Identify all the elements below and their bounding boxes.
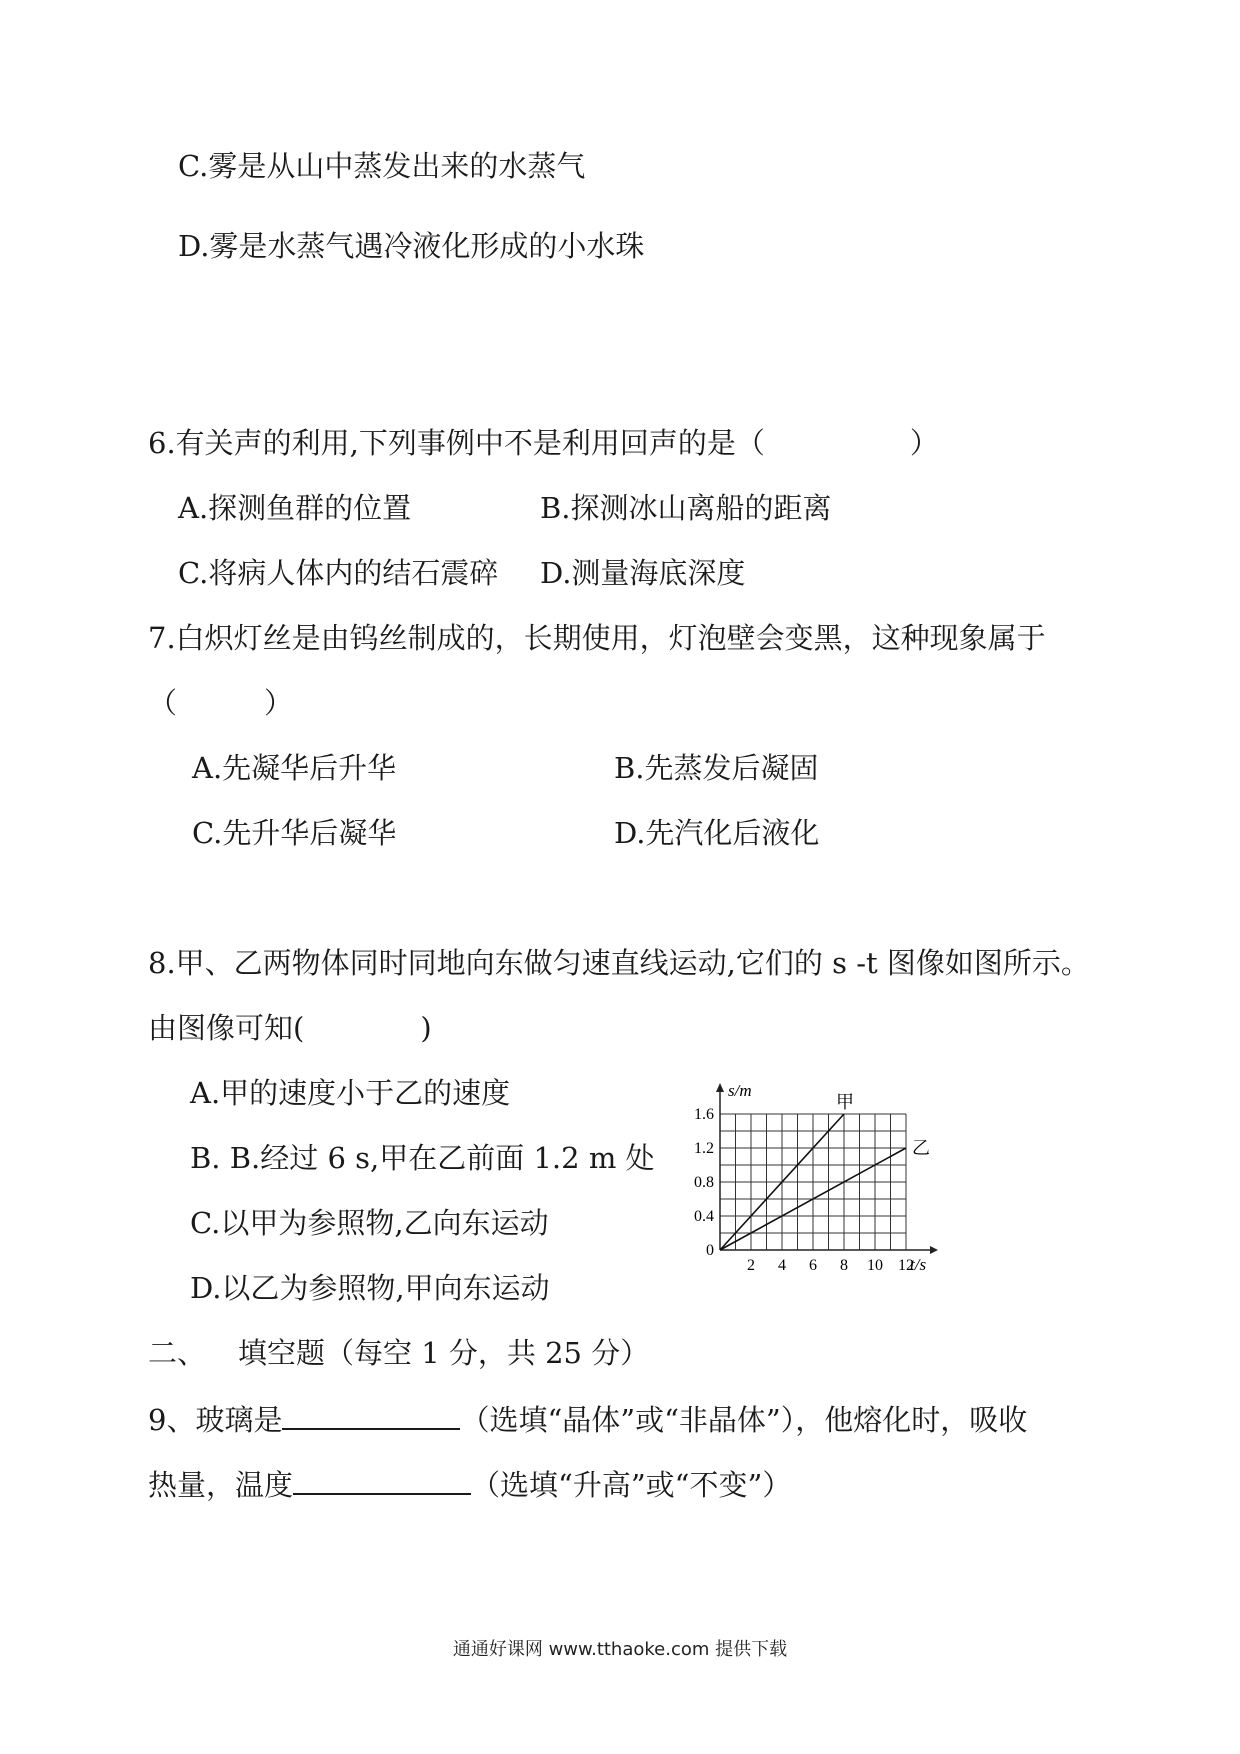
st-graph [680, 1080, 940, 1280]
y-tick-label: 0 [706, 1242, 714, 1259]
q8-stem-line2: 由图像可知( ) [148, 1011, 432, 1045]
q8-stem: 8.甲、乙两物体同时同地向东做匀速直线运动,它们的 s -t 图像如图所示。 [148, 946, 1090, 980]
footer-source: 通通好课网 www.tthaoke.com 提供下载 [452, 1639, 788, 1660]
section-2-number: 二、 [148, 1336, 207, 1370]
x-tick-label: 12 [898, 1257, 914, 1274]
series-label-0: 甲 [836, 1092, 854, 1112]
q9-blank-2[interactable] [293, 1465, 471, 1495]
section-2-title: 填空题（每空 1 分，共 25 分） [238, 1336, 650, 1370]
q9-text-4: （选填“升高”或“不变”） [471, 1468, 792, 1502]
y-tick-label: 0.8 [694, 1174, 714, 1191]
q6-stem: 6.有关声的利用,下列事例中不是利用回声的是（ ） [148, 426, 939, 460]
q6-option-a: A.探测鱼群的位置 [178, 491, 412, 525]
q9-blank-1[interactable] [282, 1400, 460, 1430]
y-axis-arrow-icon [716, 1083, 724, 1092]
q5-option-d: D.雾是水蒸气遇冷液化形成的小水珠 [178, 229, 645, 263]
q8-option-d: D.以乙为参照物,甲向东运动 [190, 1271, 550, 1305]
q8-option-b: B. B.经过 6 s,甲在乙前面 1.2 m 处 [190, 1141, 655, 1175]
q5-option-c: C.雾是从山中蒸发出来的水蒸气 [178, 149, 586, 183]
x-tick-label: 4 [778, 1257, 786, 1274]
q9-text-2: （选填“晶体”或“非晶体”），他熔化时，吸收 [460, 1403, 1028, 1437]
q9-line2 [148, 1465, 791, 1503]
q8-option-a: A.甲的速度小于乙的速度 [190, 1076, 511, 1110]
chart-grid [720, 1114, 906, 1250]
q9-line1 [148, 1400, 1027, 1438]
y-axis-label: s/m [728, 1081, 752, 1100]
y-tick-label: 0.4 [694, 1208, 714, 1225]
q7-stem: 7.白炽灯丝是由钨丝制成的，长期使用，灯泡壁会变黑，这种现象属于 [148, 621, 1046, 655]
q9-text-3: 热量，温度 [148, 1468, 294, 1502]
q7-option-c: C.先升华后凝华 [192, 816, 397, 850]
x-tick-label: 8 [840, 1257, 848, 1274]
y-tick-label: 1.2 [694, 1140, 714, 1157]
q8-option-c: C.以甲为参照物,乙向东运动 [190, 1206, 549, 1240]
x-axis-label: t/s [910, 1255, 927, 1274]
y-tick-label: 1.6 [694, 1106, 714, 1123]
q6-option-c: C.将病人体内的结石震碎 [178, 556, 499, 590]
q7-option-a: A.先凝华后升华 [192, 751, 397, 785]
x-tick-label: 6 [809, 1257, 817, 1274]
q7-option-d: D.先汽化后液化 [614, 816, 820, 850]
q6-option-b: B.探测冰山离船的距离 [540, 491, 832, 525]
series-label-1: 乙 [912, 1138, 930, 1158]
q9-text-1: 9、玻璃是 [148, 1403, 283, 1437]
x-tick-label: 2 [747, 1257, 755, 1274]
q7-answer-paren: （ ） [148, 686, 294, 720]
x-tick-label: 10 [867, 1257, 883, 1274]
x-axis-arrow-icon [930, 1246, 938, 1254]
q7-option-b: B.先蒸发后凝固 [614, 751, 819, 785]
q6-option-d: D.测量海底深度 [540, 556, 746, 590]
